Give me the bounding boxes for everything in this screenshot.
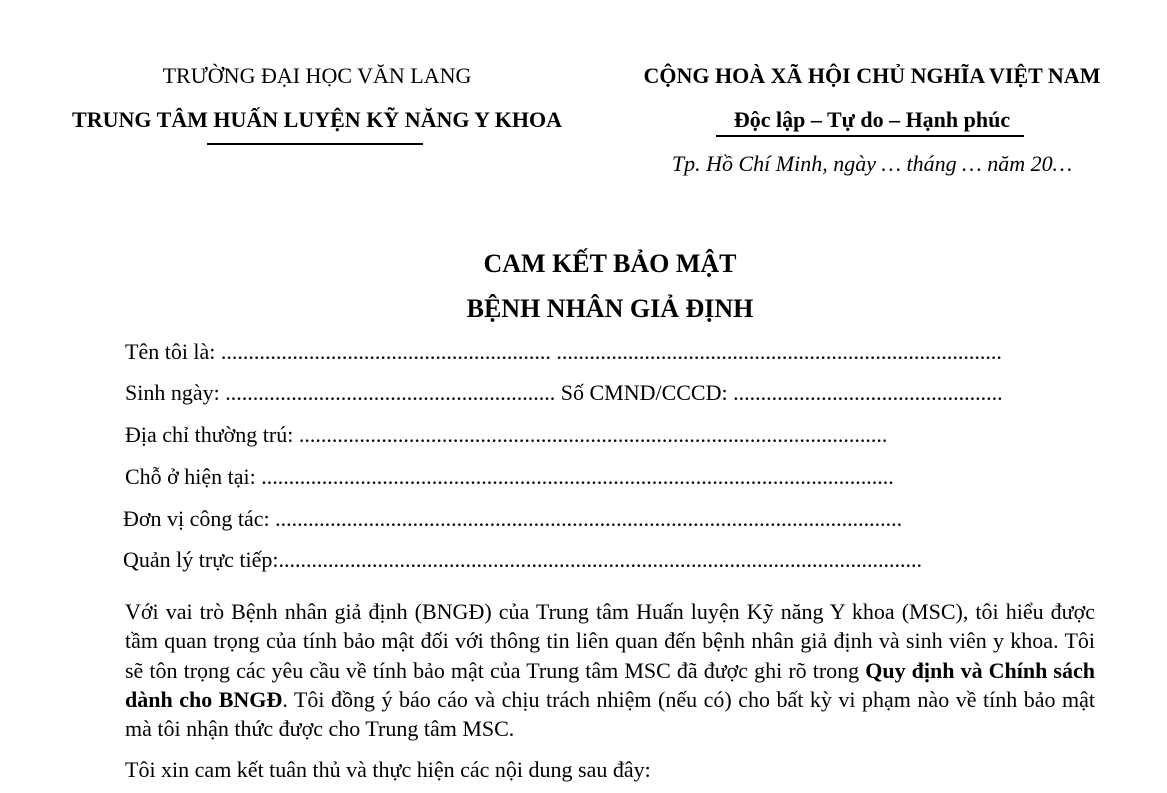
center-name: TRUNG TÂM HUẤN LUYỆN KỸ NĂNG Y KHOA [72,107,562,132]
field-current-residence: Chỗ ở hiện tại: ................................................................................................................... [125,464,894,489]
field-name: Tên tôi là: ............................................................ ................................................................................. [125,339,1002,364]
paragraph-text-start: Với vai trò Bệnh nhân giả định (BNGĐ) của Trung tâm Huấn luyện Kỹ năng Y khoa (MSC), tôi hiểu được tầm quan trọng của tính bảo mật đối với thông tin liên quan đến bệnh nhân giả định và sinh viên y khoa. Tôi sẽ tôn trọng các yêu cầu về tính bảo mật của Trung tâm MSC đã được ghi rõ trong [125,599,1095,683]
place-date: Tp. Hồ Chí Minh, ngày … tháng … năm 20… [671,151,1073,176]
document-subtitle: BỆNH NHÂN GIẢ ĐỊNH [466,294,754,323]
field-workplace: Đơn vị công tác: .................................................................................................................. [123,506,903,531]
policy-reference: Quy định và Chính sách dành cho BNGĐ [125,657,1095,712]
commitment-paragraph [125,597,1095,743]
commitment-intro: Tôi xin cam kết tuân thủ và thực hiện các nội dung sau đây: [125,757,651,782]
republic-name: CỘNG HOÀ XÃ HỘI CHỦ NGHĨA VIỆT NAM [643,63,1101,88]
field-direct-manager: Quản lý trực tiếp:..................................................................................................................... [123,547,922,572]
left-header-underline [207,143,423,145]
field-birth-id: Sinh ngày: ............................................................ Số CMND/CCCD: ................................................. [125,380,1003,405]
paragraph-text-end: . Tôi đồng ý báo cáo và chịu trách nhiệm (nếu có) cho bất kỳ vi phạm nào về tính bảo mật mà tôi nhận thức được cho Trung tâm MSC. [125,686,1095,742]
university-name: TRƯỜNG ĐẠI HỌC VĂN LANG [162,63,472,88]
motto-underline [716,135,1024,137]
motto: Độc lập – Tự do – Hạnh phúc [733,107,1011,132]
field-permanent-address: Địa chỉ thường trú: ........................................................................................................... [125,422,888,447]
document-title: CAM KẾT BẢO MẬT [483,249,737,278]
